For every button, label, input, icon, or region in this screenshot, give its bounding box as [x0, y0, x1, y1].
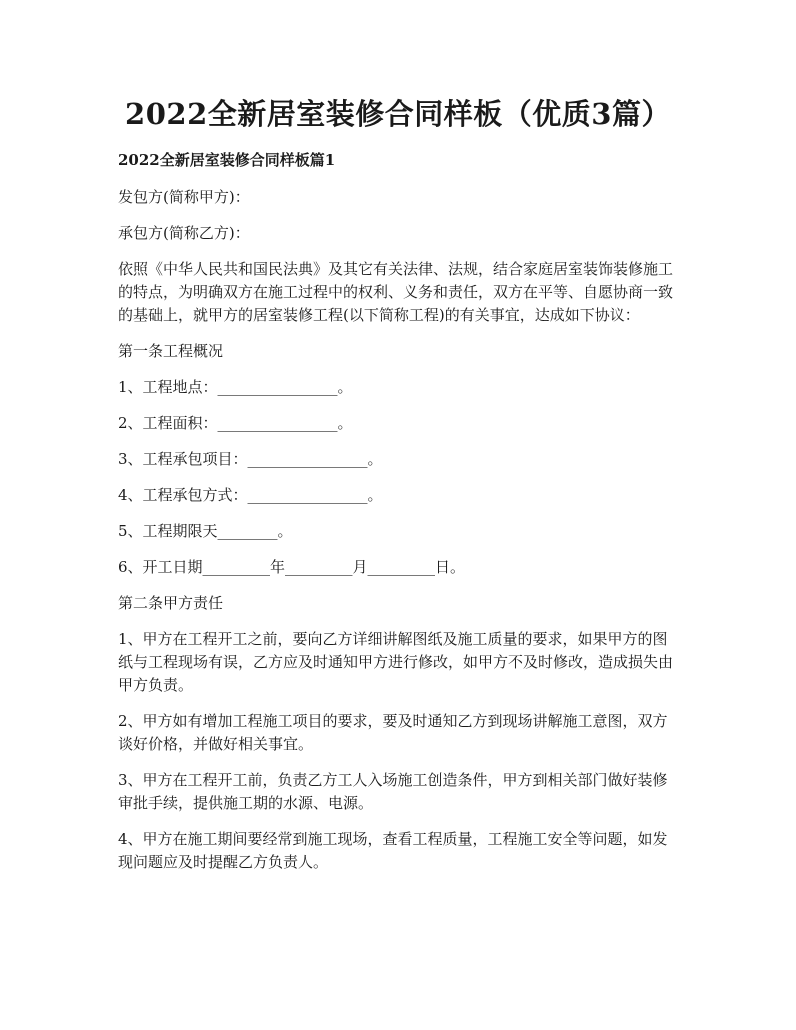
article-1-item: 1、工程地点：________________。 — [118, 378, 353, 396]
article-2-item: 4、甲方在施工期间要经常到施工现场，查看工程质量，工程施工安全等问题，如发现问题应及时提醒乙方负责人。 — [118, 830, 668, 871]
article-1-item: 4、工程承包方式：________________。 — [118, 486, 383, 504]
article-2-title: 第二条甲方责任 — [118, 594, 224, 612]
section-title: 2022全新居室装修合同样板篇1 — [118, 151, 336, 169]
party-a-line: 发包方(简称甲方)： — [118, 188, 250, 206]
article-1-item: 6、开工日期_________年_________月_________日。 — [118, 558, 466, 576]
document-title: 2022全新居室装修合同样板（优质3篇） — [125, 97, 671, 131]
document-body — [118, 150, 680, 887]
article-2-item: 1、甲方在工程开工之前，要向乙方详细讲解图纸及施工质量的要求，如果甲方的图纸与工程现场有误，乙方应及时通知甲方进行修改，如甲方不及时修改，造成损失由甲方负责。 — [118, 630, 674, 694]
party-b-line: 承包方(简称乙方)： — [118, 224, 250, 242]
article-2-item: 3、甲方在工程开工前，负责乙方工人入场施工创造条件，甲方到相关部门做好装修审批手续，提供施工期的水源、电源。 — [118, 771, 668, 812]
article-1-item: 5、工程期限天________。 — [118, 522, 293, 540]
intro-paragraph: 依照《中华人民共和国民法典》及其它有关法律、法规，结合家庭居室装饰装修施工的特点，为明确双方在施工过程中的权利、义务和责任，双方在平等、自愿协商一致的基础上，就甲方的居室装修工程(以下简称工程)的有关事宜，达成如下协议： — [118, 260, 674, 324]
article-2-item: 2、甲方如有增加工程施工项目的要求，要及时通知乙方到现场讲解施工意图，双方谈好价格，并做好相关事宜。 — [118, 712, 668, 753]
article-1-item: 2、工程面积：________________。 — [118, 414, 353, 432]
article-1-title: 第一条工程概况 — [118, 342, 224, 360]
article-1-item: 3、工程承包项目：________________。 — [118, 450, 383, 468]
